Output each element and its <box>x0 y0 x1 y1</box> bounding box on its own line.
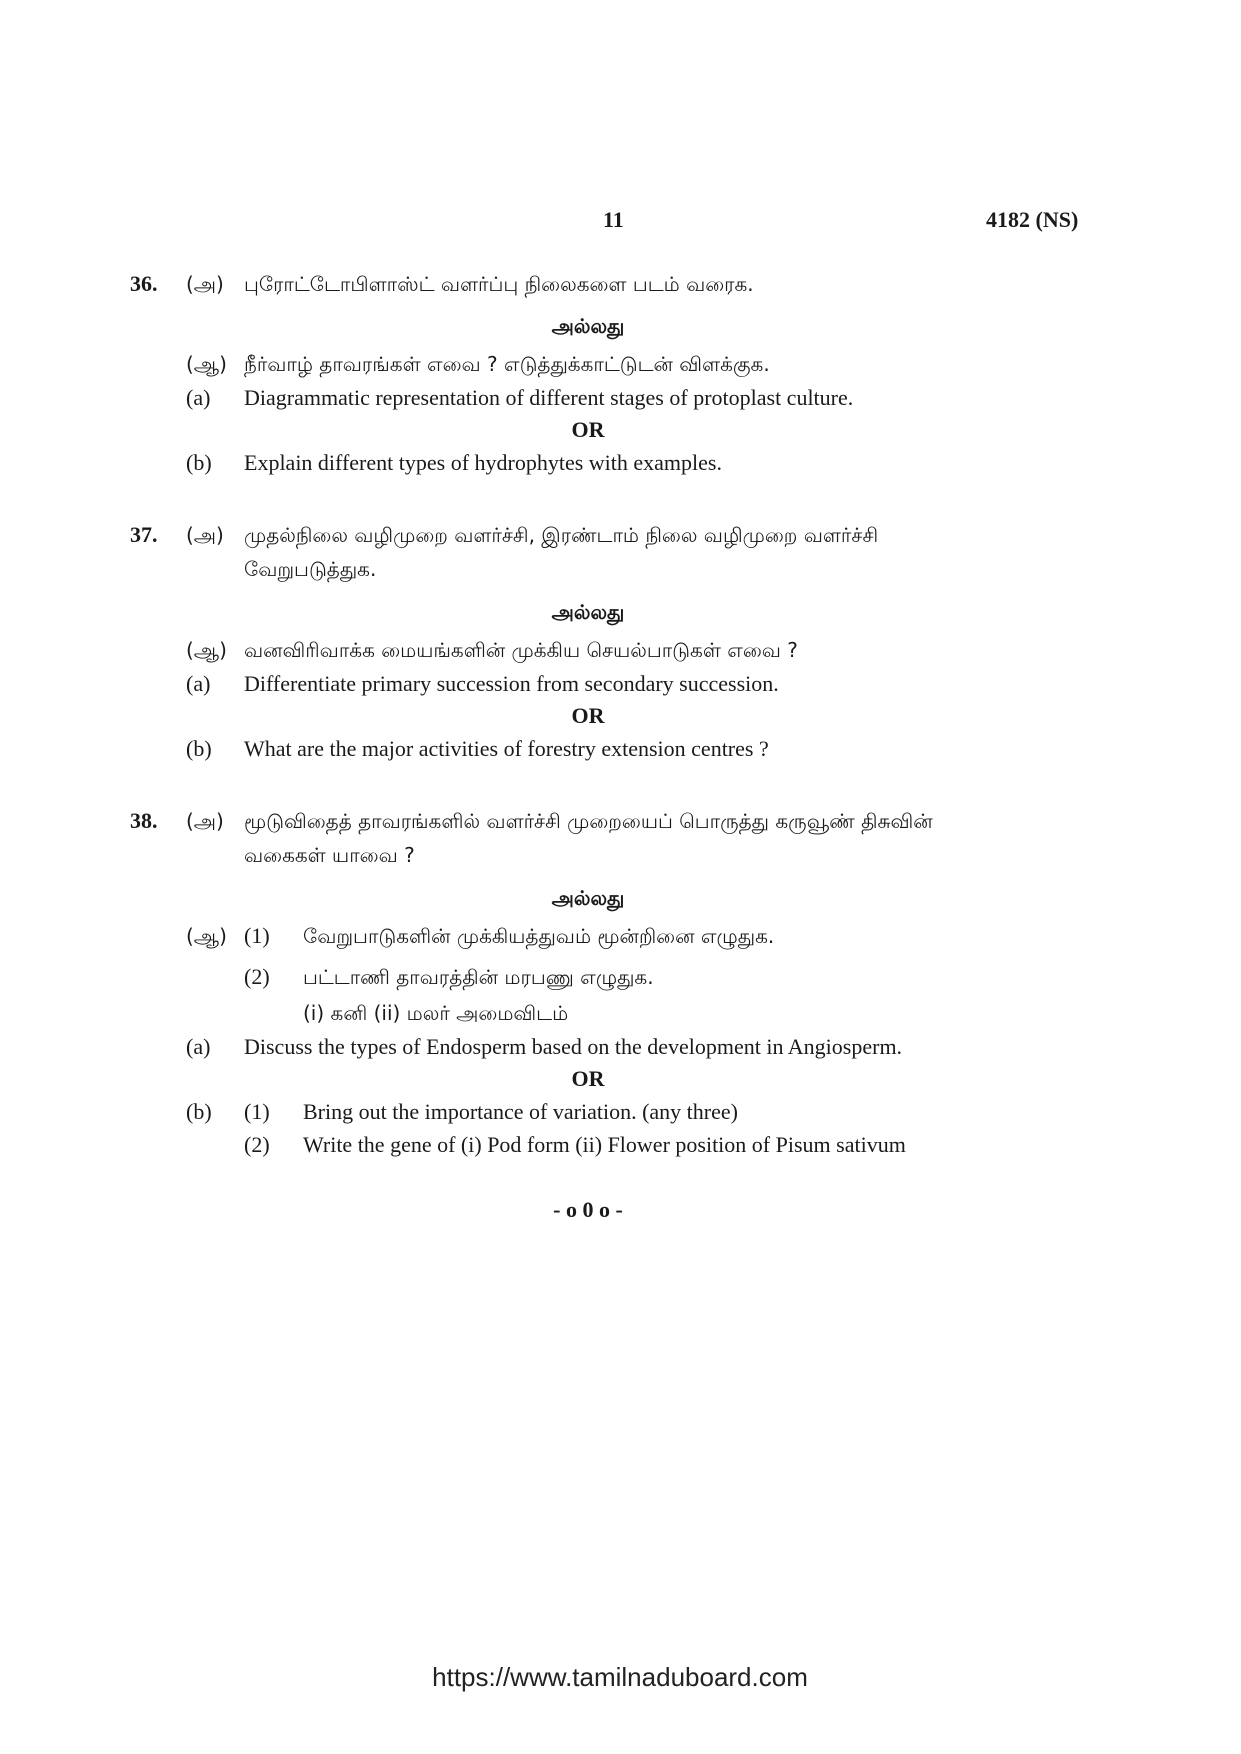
q38-en-b-label: (b) <box>186 1099 212 1124</box>
q38-en-b1-label: (1) <box>244 1099 270 1124</box>
q36-en-a-text: Diagrammatic representation of different stages of protoplast culture. <box>244 385 854 410</box>
q37-tamil-a-label: (அ) <box>186 523 224 547</box>
q38-tamil-a-label: (அ) <box>186 809 224 833</box>
q36-tamil-a-text: புரோட்டோபிளாஸ்ட் வளர்ப்பு நிலைகளை படம் வரைக. <box>244 272 754 296</box>
or-english: OR <box>571 703 605 728</box>
q36-en-a-label: (a) <box>186 385 211 410</box>
or-english: OR <box>571 417 605 442</box>
paper-code: 4182 (NS) <box>986 207 1079 232</box>
q36-tamil-b-text: நீர்வாழ் தாவரங்கள் எவை ? எடுத்துக்காட்டுடன் விளக்குக. <box>244 352 770 376</box>
q37-en-b-label: (b) <box>186 736 212 761</box>
q36-en-b-text: Explain different types of hydrophytes with examples. <box>244 450 722 475</box>
q38-en-b2-text: Write the gene of (i) Pod form (ii) Flower position of Pisum sativum <box>303 1132 906 1157</box>
end-mark: - o 0 o - <box>553 1197 623 1222</box>
q37-tamil-b-text: வனவிரிவாக்க மையங்களின் முக்கிய செயல்பாடுகள் எவை ? <box>244 638 798 662</box>
or-tamil: அல்லது <box>551 886 625 910</box>
q38-en-b1-text: Bring out the importance of variation. (any three) <box>303 1099 738 1124</box>
q37-en-b-text: What are the major activities of forestry extension centres ? <box>244 736 769 761</box>
q37-en-a-text: Differentiate primary succession from secondary succession. <box>244 671 779 696</box>
q38-tamil-b-label: (ஆ) <box>186 924 227 948</box>
q38-tamil-b2-text: பட்டாணி தாவரத்தின் மரபணு எழுதுக. <box>303 965 654 989</box>
q38-tamil-b1-text: வேறுபாடுகளின் முக்கியத்துவம் மூன்றினை எழுதுக. <box>303 924 775 948</box>
q37-en-a-label: (a) <box>186 671 211 696</box>
or-english: OR <box>571 1066 605 1091</box>
q38-en-a-label: (a) <box>186 1034 211 1059</box>
q38-tamil-b2-label: (2) <box>244 964 270 989</box>
q37-tamil-b-label: (ஆ) <box>186 638 227 662</box>
q38-tamil-b2-sub: (i) கனி (ii) மலர் அமைவிடம் <box>303 1001 569 1025</box>
q37-tamil-a-line1: முதல்நிலை வழிமுறை வளர்ச்சி, இரண்டாம் நிலை வழிமுறை வளர்ச்சி <box>244 523 879 547</box>
q37-tamil-a-line2: வேறுபடுத்துக. <box>244 557 377 581</box>
question-number-36: 36. <box>130 271 158 296</box>
question-number-38: 38. <box>130 808 158 833</box>
page-number: 11 <box>603 207 624 232</box>
q38-tamil-b1-label: (1) <box>244 923 270 948</box>
q36-tamil-a-label: (அ) <box>186 272 224 296</box>
q38-tamil-a-line1: மூடுவிதைத் தாவரங்களில் வளர்ச்சி முறையைப் பொருத்து கருவூண் திசுவின் <box>244 809 933 833</box>
or-tamil: அல்லது <box>551 314 625 338</box>
q36-en-b-label: (b) <box>186 450 212 475</box>
or-tamil: அல்லது <box>551 600 625 624</box>
footer-url: https://www.tamilnaduboard.com <box>432 1662 808 1692</box>
q38-en-a-text: Discuss the types of Endosperm based on the development in Angiosperm. <box>244 1034 903 1059</box>
q38-en-b2-label: (2) <box>244 1132 270 1157</box>
q38-tamil-a-line2: வகைகள் யாவை ? <box>244 843 415 867</box>
question-number-37: 37. <box>130 522 158 547</box>
q36-tamil-b-label: (ஆ) <box>186 352 227 376</box>
